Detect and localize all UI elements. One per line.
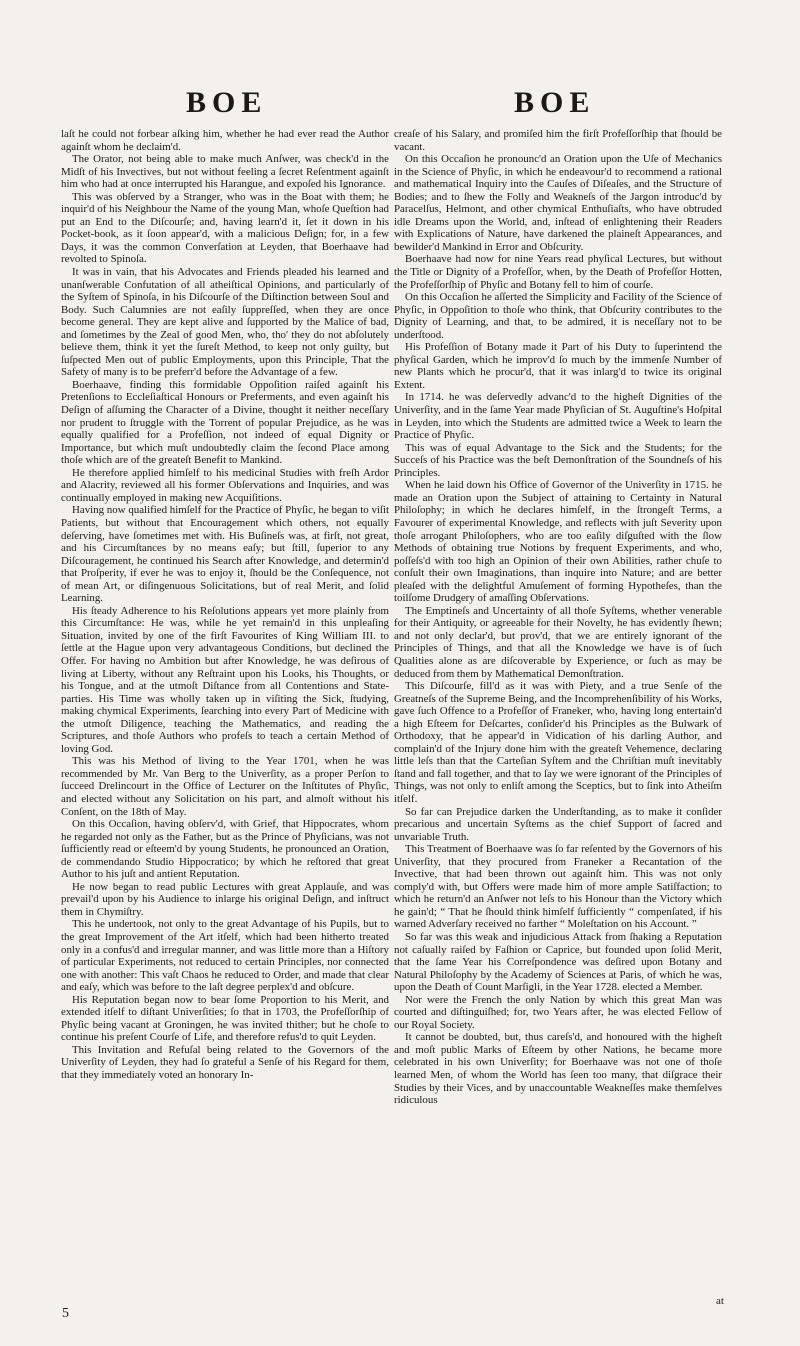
- paragraph: This he undertook, not only to the great Advantage of his Pupils, but to the great Improvement of the Art itſelf, which had been hitherto treated only in a confus'd and irregular manner, and was little more than a Hiſtory of particular Experiments, not reduced to certain Principles, nor connected one with another: This vaſt Chaos he reduced to Order, and made that clear and eaſy, which was before to the laſt degree perplex'd and obſcure.: [61, 918, 389, 994]
- paragraph: Having now qualified himſelf for the Practice of Phyſic, he began to viſit Patients, but without that Encouragement which others, not equally deſerving, have ſometimes met with. His Buſineſs was, at firſt, not great, and his Circumſtances by no means eaſy; but ſtill, ſuperior to any Diſcouragement, he continued his Search after Knowledge, and determin'd that Proſperity, if ever he was to enjoy it, ſhould be the Conſequence, not of mean Art, or diſingenuous Solicitations, but of real Merit, and ſolid Learning.: [61, 504, 389, 605]
- paragraph: On this Occaſion he aſſerted the Simplicity and Facility of the Science of Phyſic, in Oppoſition to thoſe who think, that Obſcurity contributes to the Dignity of Learning, and that, to be admired, it is neceſſary not to be underſtood.: [394, 291, 722, 341]
- right-column: [394, 128, 722, 1107]
- paragraph: Boerhaave, finding this formidable Oppoſition raiſed againſt his Pretenſions to Eccleſiaſtical Honours or Preferments, and even againſt his Deſign of aſſuming the Character of a Divine, thought it neither neceſſary nor prudent to ſtruggle with the Torrent of popular Prejudice, as he was equally qualified for a Profeſſion, not indeed of equal Dignity or Importance, but which muſt undoubtedly claim the ſecond Place among thoſe which are of the greateſt Benefit to Mankind.: [61, 378, 389, 467]
- paragraph: This was his Method of living to the Year 1701, when he was recommended by Mr. Van Berg to the Univerſity, as a proper Perſon to ſucceed Drelincourt in the Office of Lecturer on the Inſtitutes of Phyſic, and elected without any Solicitation on his part, and almoſt without his Conſent, on the 18th of May.: [61, 755, 389, 818]
- paragraph: This Diſcourſe, fill'd as it was with Piety, and a true Senſe of the Greatneſs of the Supreme Being, and the Incomprehenſibility of his Works, gave ſuch Offence to a Profeſſor of Franeker, who, having long entertain'd a high Eſteem for Deſcartes, conſider'd his Principles as the Bulwark of Orthodoxy, that he appear'd in Vidication of his darling Author, and complain'd of the Injury done him with the greateſt Vehemence, declaring little leſs than that the Carteſian Syſtem and the Chriſtian muſt inevitably ſtand and fall together, and that to ſay we were ignorant of the Principles of Things, was not only to enliſt among the Sceptics, but to ſink into Atheiſm itſelf.: [394, 680, 722, 805]
- paragraph: So far can Prejudice darken the Underſtanding, as to make it conſider precarious and uncertain Syſtems as the chief Support of ſacred and unvariable Truth.: [394, 805, 722, 843]
- left-column: [61, 128, 389, 1082]
- paragraph: This was obſerved by a Stranger, who was in the Boat with them; he inquir'd of his Neighbour the Name of the young Man, whoſe Queſtion had put an End to the Diſcourſe; and, having learn'd it, ſet it down in his Pocket-book, as it ſoon appear'd, with a malicious Deſign; for, in a few Days, it was the common Converſation at Leyden, that Boerhaave had revolted to Spinoſa.: [61, 190, 389, 266]
- paragraph: The Orator, not being able to make much Anſwer, was check'd in the Midſt of his Invectives, but not without feeling a ſecret Reſentment againſt him who had at once interrupted his Harangue, and expoſed his Ignorance.: [61, 153, 389, 191]
- paragraph: This was of equal Advantage to the Sick and the Students; for the Succeſs of his Practice was the beſt Demonſtration of the Soundneſs of his Principles.: [394, 441, 722, 479]
- paragraph: On this Occaſion, having obſerv'd, with Grief, that Hippocrates, whom he regarded not only as the Father, but as the Prince of Phyſicians, was not ſufficiently read or eſteem'd by young Students, he pronounced an Oration, de commendando Studio Hippocratico; by which he reſtored that great Author to his juſt and antient Reputation.: [61, 818, 389, 881]
- paragraph: creaſe of his Salary, and promiſed him the firſt Profeſſorſhip that ſhould be vacant.: [394, 128, 722, 153]
- paragraph: This Invitation and Refuſal being related to the Governors of the Univerſity of Leyden, they had ſo grateful a Senſe of his Regard for them, that they immediately voted an honorary In-: [61, 1043, 389, 1082]
- paragraph: laſt he could not forbear aſking him, whether he had ever read the Author againſt whom he declaim'd.: [61, 128, 389, 153]
- paragraph: It cannot be doubted, but, thus careſs'd, and honoured with the higheſt and moſt public Marks of Eſteem by other Nations, he became more celebrated in his own Univerſity; for Boerhaave was not one of thoſe learned Men, of whom the World has ſeen too many, that diſgrace their Studies by their Vices, and by unaccountable Weakneſſes make themſelves ridiculous: [394, 1031, 722, 1107]
- paragraph: So far was this weak and injudicious Attack from ſhaking a Reputation not caſually raiſed by Faſhion or Caprice, but founded upon ſolid Merit, that the ſame Year his Correſpondence was deſired upon Botany and Natural Philoſophy by the Academy of Sciences at Paris, of which he was, upon the Death of Count Marſigli, in the Year 1728. elected a Member.: [394, 931, 722, 994]
- paragraph: He now began to read public Lectures with great Applauſe, and was prevail'd upon by his Audience to inlarge his original Deſign, and inſtruct them in Chymiſtry.: [61, 880, 389, 918]
- running-head-right: BOE: [514, 86, 596, 119]
- paragraph: His Reputation began now to bear ſome Proportion to his Merit, and extended itſelf to diſtant Univerſities; ſo that in 1703, the Profeſſorſhip of Phyſic being vacant at Groningen, he was invited thither; but he choſe to continue his preſent Courſe of Life, and therefore refus'd to quit Leyden.: [61, 993, 389, 1044]
- signature-mark: 5: [62, 1306, 69, 1321]
- paragraph: Boerhaave had now for nine Years read phyſical Lectures, but without the Title or Dignity of a Profeſſor, when, by the Death of Profeſſor Hotten, the Profeſſorſhip of Phyſic and Botany fell to him of courſe.: [394, 253, 722, 291]
- running-head-left: BOE: [186, 86, 268, 119]
- paragraph: He therefore applied himſelf to his medicinal Studies with freſh Ardor and Alacrity, reviewed all his former Obſervations and Inquiries, and was continually employed in making new Acquiſitions.: [61, 466, 389, 504]
- paragraph: This Treatment of Boerhaave was ſo far reſented by the Governors of his Univerſity, that they procured from Franeker a Recantation of the Invective, that had been thrown out againſt him. This was not only comply'd with, but Offers were made him of more ample Satiſfaction; to which he return'd an Anſwer not leſs to his Honour than the Victory which he gain'd; “ That he ſhould think himſelf ſufficiently “ compenſated, if his warned Adverſary received no farther “ Moleſtation on his Account. ”: [394, 843, 722, 931]
- paragraph: Nor were the French the only Nation by which this great Man was courted and diſtinguiſhed; for, two Years after, he was elected Fellow of our Royal Society.: [394, 993, 722, 1031]
- catchword: at: [716, 1295, 724, 1307]
- paragraph: On this Occaſion he pronounc'd an Oration upon the Uſe of Mechanics in the Science of Phyſic, in which he endeavour'd to recommend a rational and mathematical Inquiry into the Cauſes of Diſeaſes, and the Structure of Bodies; and to ſhew the Folly and Weakneſs of the Jargon introduc'd by Paracelſus, Helmont, and other chymical Enthuſiaſts, who have obtruded idle Dreams upon the World, and, inſtead of enlightening their Readers with Explications of Nature, have darkened the plaineſt Appearances, and bewilder'd Mankind in Error and Obſcurity.: [394, 153, 722, 253]
- paragraph: It was in vain, that his Advocates and Friends pleaded his learned and unanſwerable Confutation of all atheiſtical Opinions, and particularly of the Syſtem of Spinoſa, in his Diſcourſe of the Diſtinction between Soul and Body. Such Calumnies are not eaſily ſuppreſſed, when they are once become general. They are kept alive and ſupported by the Malice of bad, and ſometimes by the Zeal of good Men, who, tho' they do not abſolutely believe them, think it yet the ſureſt Method, to keep not only guilty, but ſuſpected Men out of public Employments, upon this Principle, That the Safety of many is to be preferr'd before the Advantage of a few.: [61, 266, 389, 379]
- paragraph: The Emptineſs and Uncertainty of all thoſe Syſtems, whether venerable for their Antiquity, or agreeable for their Novelty, he has evidently ſhewn; and not only declar'd, but prov'd, that we are entirely ignorant of the Principles of Things, and that all the Knowledge we have is of ſuch Qualities alone as are diſcoverable by Experience, or ſuch as may be deduced from them by Mathematical Demonſtration.: [394, 604, 722, 680]
- paragraph: In 1714. he was deſervedly advanc'd to the higheſt Dignities of the Univerſity, and in the ſame Year made Phyſician of St. Auguſtine's Hoſpital in Leyden, into which the Students are admitted twice a Week to learn the Practice of Phyſic.: [394, 391, 722, 442]
- paragraph: His ſteady Adherence to his Reſolutions appears yet more plainly from this Circumſtance: He was, while he yet remain'd in this unpleaſing Situation, invited by one of the firſt Favourites of King William III. to ſettle at the Hague upon very advantageous Conditions, but declined the Offer. For having no Ambition but after Knowledge, he was deſirous of living at Liberty, without any Reſtraint upon his Looks, his Thoughts, or his Tongue, and at the utmoſt Diſtance from all Contentions and State-parties. His Time was wholly taken up in viſiting the Sick, ſtudying, making chymical Experiments, ſearching into every Part of Medicine with the utmoſt Diligence, teaching the Mathematics, and reading the Scriptures, and thoſe Authors who profeſs to teach a certain Method of loving God.: [61, 604, 389, 755]
- paragraph: When he laid down his Office of Governor of the Univerſity in 1715. he made an Oration upon the Subject of attaining to Certainty in Natural Philoſophy; in which he declares himſelf, in the ſtrongeſt Terms, a Favourer of experimental Knowledge, and reflects with juſt Severity upon thoſe arrogant Philoſophers, who are too eaſily diſguſted with the ſlow Methods of obtaining true Notions by frequent Experiments, and who, poſſeſs'd with too high an Opinion of their own Abilities, rather chuſe to conſult their own Imaginations, than inquire into Nature; and are better pleaſed with the delightful Amuſement of forming Hypotheſes, than the toilſome Drudgery of amaſſing Obſervations.: [394, 479, 722, 605]
- paragraph: His Profeſſion of Botany made it Part of his Duty to ſuperintend the phyſical Garden, which he improv'd ſo much by the immenſe Number of new Plants which he procur'd, that it was inlarg'd to twice its original Extent.: [394, 341, 722, 391]
